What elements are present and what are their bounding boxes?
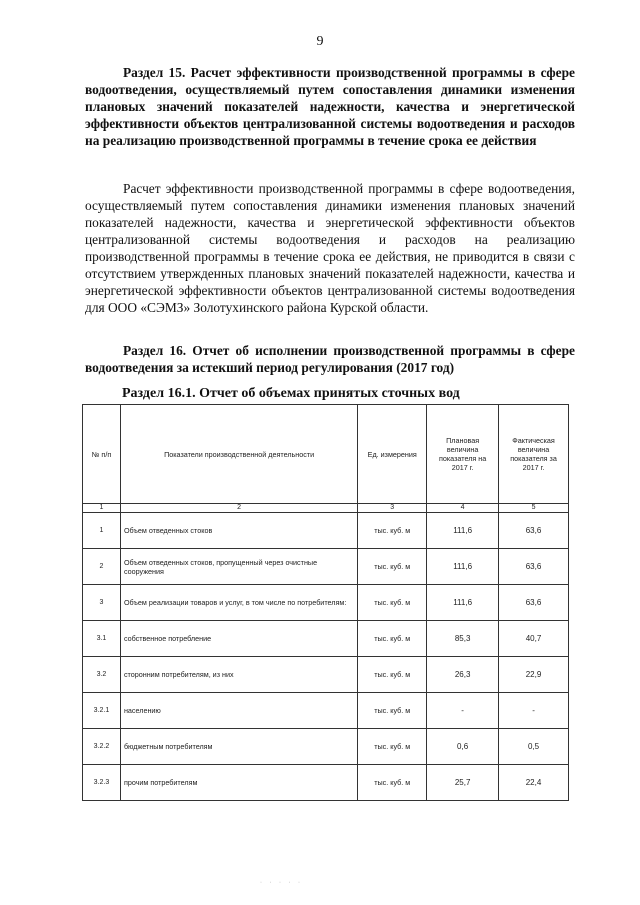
- row-indicator: Объем отведенных стоков, пропущенный через очистные сооружения: [120, 549, 357, 585]
- row-fact-value: 22,4: [499, 765, 569, 801]
- row-number: 3.2.3: [83, 765, 121, 801]
- header-plan: Плановая величина показателя на 2017 г.: [427, 405, 499, 504]
- column-index: 1: [83, 504, 121, 513]
- row-unit: тыс. куб. м: [358, 549, 427, 585]
- row-indicator: бюджетным потребителям: [120, 729, 357, 765]
- column-index-row: [83, 504, 569, 513]
- sewage-volume-table: [82, 404, 569, 801]
- section-15-heading: Раздел 15. Расчет эффективности производственной программы в сфере водоотведения, осуществляемый путем сопоставления динамики изменения плановых значений показателей надежности, качества и энергетической эффективности объектов централизованной системы водоотведения и расходов на реализацию производственной программы в течение срока ее действия: [85, 65, 575, 148]
- row-number: 1: [83, 513, 121, 549]
- table-row: [83, 621, 569, 657]
- row-number: 3.1: [83, 621, 121, 657]
- row-fact-value: 40,7: [499, 621, 569, 657]
- table-row: [83, 513, 569, 549]
- row-fact-value: 0,5: [499, 729, 569, 765]
- row-indicator: Объем отведенных стоков: [120, 513, 357, 549]
- table-header-row: [83, 405, 569, 504]
- row-number: 3.2: [83, 657, 121, 693]
- row-unit: тыс. куб. м: [358, 585, 427, 621]
- column-index: 5: [499, 504, 569, 513]
- row-indicator: сторонним потребителям, из них: [120, 657, 357, 693]
- scan-artifact: · · · · ·: [260, 880, 303, 886]
- row-number: 3.2.2: [83, 729, 121, 765]
- row-indicator: прочим потребителям: [120, 765, 357, 801]
- row-fact-value: 63,6: [499, 585, 569, 621]
- table-row: [83, 693, 569, 729]
- table-row: [83, 549, 569, 585]
- row-number: 3.2.1: [83, 693, 121, 729]
- row-plan-value: 26,3: [427, 657, 499, 693]
- row-plan-value: -: [427, 693, 499, 729]
- row-number: 2: [83, 549, 121, 585]
- section-16-1-heading: Раздел 16.1. Отчет об объемах принятых сточных вод: [122, 386, 460, 401]
- row-unit: тыс. куб. м: [358, 513, 427, 549]
- row-plan-value: 85,3: [427, 621, 499, 657]
- row-plan-value: 25,7: [427, 765, 499, 801]
- row-fact-value: 63,6: [499, 549, 569, 585]
- row-fact-value: 63,6: [499, 513, 569, 549]
- row-fact-value: -: [499, 693, 569, 729]
- row-indicator: населению: [120, 693, 357, 729]
- row-unit: тыс. куб. м: [358, 693, 427, 729]
- header-num: № п/п: [83, 405, 121, 504]
- row-fact-value: 22,9: [499, 657, 569, 693]
- row-plan-value: 111,6: [427, 513, 499, 549]
- column-index: 4: [427, 504, 499, 513]
- row-unit: тыс. куб. м: [358, 657, 427, 693]
- table-row: [83, 729, 569, 765]
- row-plan-value: 111,6: [427, 585, 499, 621]
- row-unit: тыс. куб. м: [358, 765, 427, 801]
- table-row: [83, 765, 569, 801]
- page-number: 9: [316, 34, 324, 49]
- section-16-heading: Раздел 16. Отчет об исполнении производственной программы в сфере водоотведения за истекший период регулирования (2017 год): [85, 343, 575, 375]
- row-unit: тыс. куб. м: [358, 621, 427, 657]
- row-unit: тыс. куб. м: [358, 729, 427, 765]
- header-name: Показатели производственной деятельности: [120, 405, 357, 504]
- column-index: 2: [120, 504, 357, 513]
- column-index: 3: [358, 504, 427, 513]
- header-unit: Ед. измерения: [358, 405, 427, 504]
- row-indicator: Объем реализации товаров и услуг, в том числе по потребителям:: [120, 585, 357, 621]
- table-row: [83, 657, 569, 693]
- row-plan-value: 111,6: [427, 549, 499, 585]
- row-plan-value: 0,6: [427, 729, 499, 765]
- section-15-body: Расчет эффективности производственной программы в сфере водоотведения, осуществляемый путем сопоставления динамики изменения плановых значений показателей надежности, качества и энергетической эффективности объектов централизованной системы водоотведения и расходов на реализацию производственной программы в течение срока ее действия, не приводится в связи с отсутствием утвержденных плановых значений показателей надежности, качества и энергетической эффективности объектов централизованной системы водоотведения для ООО «СЭМЗ» Золотухинского района Курской области.: [85, 181, 575, 315]
- row-indicator: собственное потребление: [120, 621, 357, 657]
- row-number: 3: [83, 585, 121, 621]
- table-row: [83, 585, 569, 621]
- header-fact: Фактическая величина показателя за 2017 г.: [499, 405, 569, 504]
